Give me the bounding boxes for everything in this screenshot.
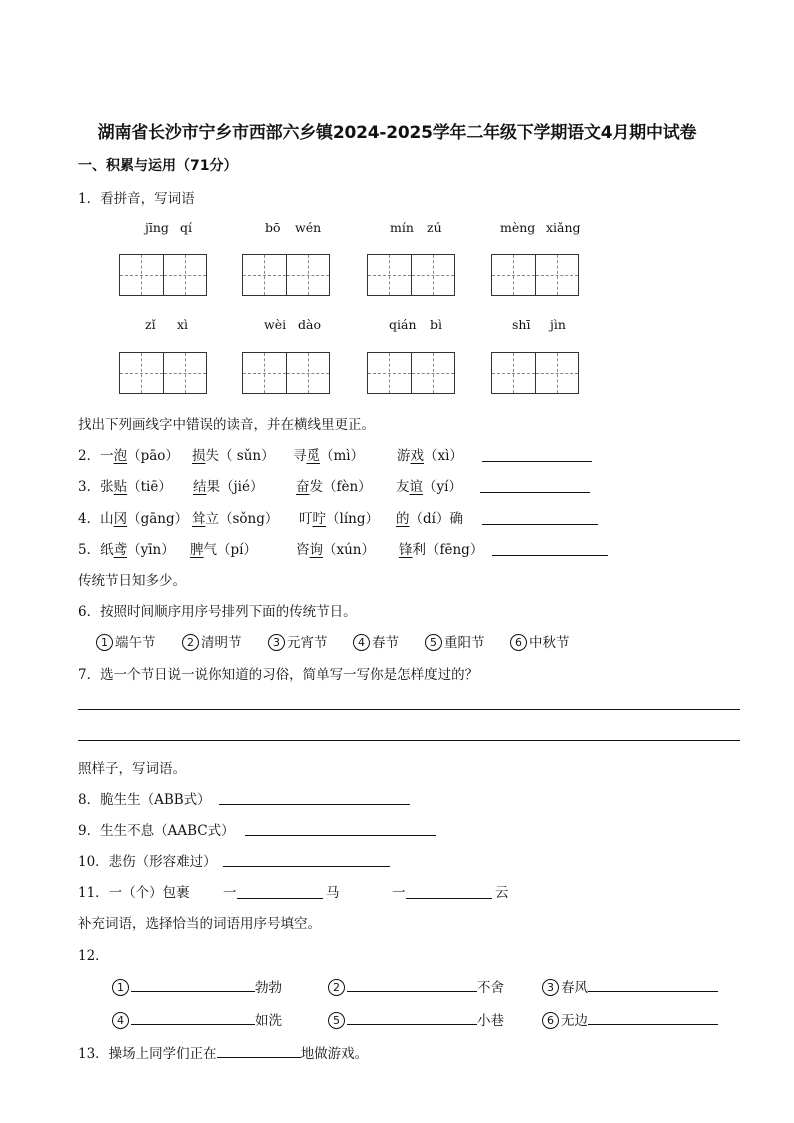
q5-item: 脾气（pí） <box>190 542 257 558</box>
writing-grid[interactable] <box>242 352 330 394</box>
pinyin-4-b: xiǎng <box>546 220 581 235</box>
instruction-example: 照样子，写词语。 <box>78 761 186 777</box>
question-7: 7．选一个节日说一说你知道的习俗，简单写一写你是怎样度过的？ <box>78 667 479 683</box>
q2-item: 损失（ sǔn） <box>192 448 275 464</box>
question-11: 11．一（个）包裹 <box>78 885 190 901</box>
q3-item: 奋发（fèn） <box>296 479 372 495</box>
question-9: 9．生生不息（AABC式） <box>78 823 235 839</box>
q12-option: 1 勃勃 <box>112 976 282 996</box>
pinyin-4-a: mèng <box>500 220 536 235</box>
q12-option: 3 春风 <box>542 976 718 996</box>
pinyin-1-b: qí <box>180 220 192 235</box>
festival-option: 1 端午节 <box>96 631 156 651</box>
q5-item: 咨询（xún） <box>296 542 376 558</box>
pinyin-2-a: bō <box>265 220 281 235</box>
pinyin-5-a: zǐ <box>145 317 156 332</box>
pinyin-6-b: dào <box>298 317 321 332</box>
instruction-festival: 传统节日知多少。 <box>78 573 186 589</box>
writing-grid[interactable] <box>242 254 330 296</box>
pinyin-1-a: jīng <box>145 220 169 235</box>
q11-prefix: 一 <box>392 885 406 901</box>
festival-option: 6 中秋节 <box>510 631 570 651</box>
instruction-fill: 补充词语，选择恰当的词语用序号填空。 <box>78 916 321 932</box>
page-title: 湖南省长沙市宁乡市西部六乡镇2024-2025学年二年级下学期语文4月期中试卷 <box>97 123 697 143</box>
answer-line[interactable] <box>217 1056 301 1058</box>
answer-line[interactable] <box>482 523 598 525</box>
answer-line[interactable] <box>492 554 608 556</box>
answer-line[interactable] <box>406 897 492 899</box>
festival-option: 3 元宵节 <box>268 631 328 651</box>
question-3: 3．张贴（tiē） <box>78 479 172 495</box>
q12-option: 4 如洗 <box>112 1009 282 1029</box>
q3-item: 结果（jié） <box>193 479 264 495</box>
writing-grid[interactable] <box>491 352 579 394</box>
question-8: 8．脆生生（ABB式） <box>78 792 211 808</box>
q3-item: 友谊（yí） <box>396 479 462 495</box>
q2-item: 游戏（xì） <box>397 448 463 464</box>
pinyin-8-a: shī <box>512 317 531 332</box>
q5-item: 锋利（fēng） <box>399 542 484 558</box>
pinyin-7-b: bì <box>430 317 442 332</box>
answer-line[interactable] <box>245 834 436 836</box>
question-2: 2．一泡（pāo） <box>78 448 179 464</box>
answer-line[interactable] <box>480 491 590 493</box>
pinyin-7-a: qián <box>389 317 417 332</box>
pinyin-6-a: wèi <box>264 317 287 332</box>
q11-suffix: 云 <box>495 885 509 901</box>
question-13: 13．操场上同学们正在 地做游戏。 <box>78 1046 369 1062</box>
q11-prefix: 一 <box>223 885 237 901</box>
q4-item: 耸立（sǒng） <box>192 511 279 527</box>
pinyin-3-b: zú <box>427 220 442 235</box>
q2-item: 寻觅（mì） <box>293 448 365 464</box>
writing-grid[interactable] <box>119 352 207 394</box>
q11-suffix: 马 <box>326 885 340 901</box>
q12-option: 6 无边 <box>542 1009 718 1029</box>
pinyin-8-b: jìn <box>550 317 566 332</box>
section-heading: 一、积累与运用（71分） <box>78 158 238 174</box>
q4-item: 的（dí）确 <box>396 511 463 527</box>
question-1: 1．看拼音，写词语 <box>78 191 195 207</box>
q4-item: 叮咛（líng） <box>299 511 379 527</box>
q12-option: 2 不舍 <box>328 976 504 996</box>
festival-option: 5 重阳节 <box>425 631 485 651</box>
writing-grid[interactable] <box>491 254 579 296</box>
pinyin-2-b: wén <box>295 220 322 235</box>
answer-line[interactable] <box>219 803 410 805</box>
answer-line[interactable] <box>78 740 740 741</box>
pinyin-3-a: mín <box>390 220 414 235</box>
q12-option: 5 小巷 <box>328 1009 504 1029</box>
question-4: 4．山冈（gāng） <box>78 511 189 527</box>
festival-option: 2 清明节 <box>182 631 242 651</box>
pinyin-5-b: xì <box>177 317 189 332</box>
answer-line[interactable] <box>223 865 390 867</box>
question-10: 10．悲伤（形容难过） <box>78 854 217 870</box>
writing-grid[interactable] <box>367 352 455 394</box>
festival-option: 4 春节 <box>353 631 399 651</box>
writing-grid[interactable] <box>367 254 455 296</box>
answer-line[interactable] <box>482 460 592 462</box>
instruction-correct: 找出下列画线字中错误的读音，并在横线里更正。 <box>78 417 375 433</box>
answer-line[interactable] <box>78 709 740 710</box>
question-12: 12． <box>78 948 109 964</box>
answer-line[interactable] <box>237 897 323 899</box>
writing-grid[interactable] <box>119 254 207 296</box>
question-6: 6．按照时间顺序用序号排列下面的传统节日。 <box>78 604 357 620</box>
question-5: 5．纸鸢（yīn） <box>78 542 175 558</box>
